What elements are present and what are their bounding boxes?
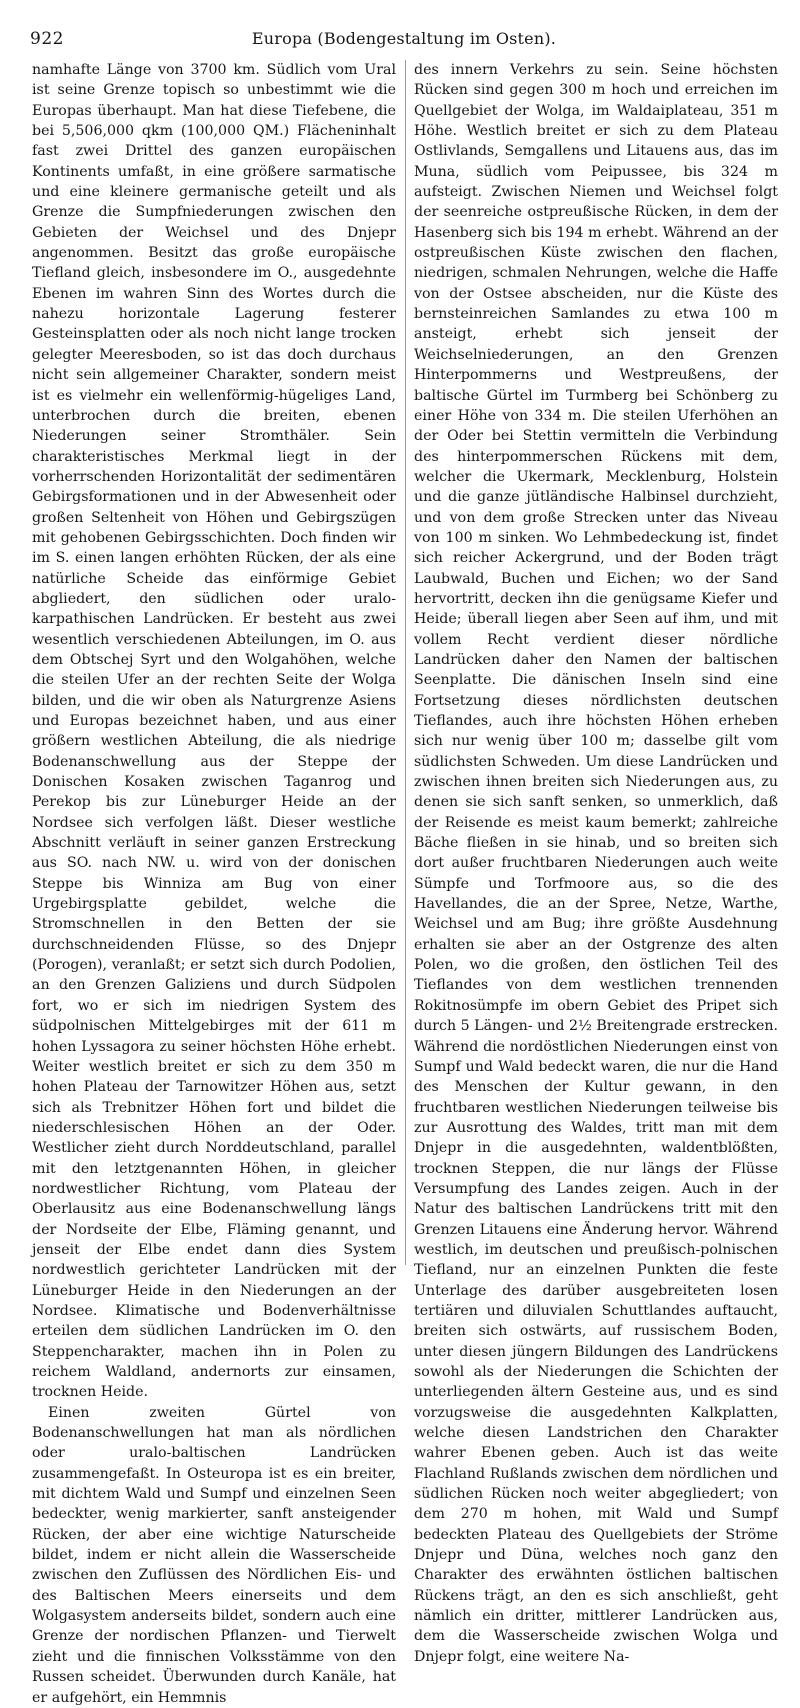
- paragraph: namhafte Länge von 3700 km. Südlich vom Ural ist seine Grenze topisch so unbestimmt wie die Europas überhaupt. Man hat diese Tiefebene, die bei 5,506,000 qkm (100,000 QM.) Flächeninhalt fast zwei Drittel des ganzen europäischen Kontinents umfaßt, in eine größere sarmatische und eine kleinere germanische geteilt und als Grenze die Sumpfniederungen zwischen den Gebieten der Weichsel und des Dnjepr angenommen. Besitzt das große europäische Tiefland gleich, insbesondere im O., ausgedehnte Ebenen im wahren Sinn des Wortes durch die nahezu horizontale Lagerung festerer Gesteinsplatten oder als noch nicht lange trocken gelegter Meeresboden, so ist das doch durchaus nicht sein allgemeiner Charakter, sondern meist ist es vielmehr ein wellenförmig-hügeliges Land, unterbrochen durch die breiten, ebenen Niederungen seiner Stromthäler. Sein charakteristisches Merkmal liegt in der vorherrschenden Horizontalität der sedimentären Gebirgsformationen und in der Abwesenheit oder großen Seltenheit von Höhen und Gebirgszügen mit gehobenen Gebirgsschichten. Doch finden wir im S. einen langen erhöhten Rücken, der als eine natürliche Scheide das einförmige Gebiet abgliedert, den südlichen oder uralo-karpathischen Landrücken. Er besteht aus zwei wesentlich verschiedenen Abteilungen, im O. aus dem Obtschej Syrt und den Wolgahöhen, welche die steilen Ufer an der rechten Seite der Wolga bilden, und die wir oben als Naturgrenze Asiens und Europas bezeichnet haben, und aus einer größern westlichen Abteilung, die als niedrige Bodenanschwellung aus der Steppe der Donischen Kosaken zwischen Taganrog und Perekop bis zur Lüneburger Heide an der Nordsee sich verfolgen läßt. Dieser westliche Abschnitt verläuft in seiner ganzen Erstreckung aus SO. nach NW. u. wird von der donischen Steppe bis Winniza am Bug von einer Urgebirgsplatte gebildet, welche die Stromschnellen in den Betten der sie durchschneidenden Flüsse, so des Dnjepr (Porogen), veranlaßt; er setzt sich durch Podolien, an den Grenzen Galiziens und durch Südpolen fort, wo er sich im niedrigen System des südpolnischen Mittelgebirges mit der 611 m hohen Lyssagora zu seiner höchsten Höhe erhebt. Weiter westlich breitet er sich zu dem 350 m hohen Plateau der Tarnowitzer Höhen aus, setzt sich als Trebnitzer Höhen fort und bildet die niederschlesischen Höhen an der Oder. Westlicher zieht durch Norddeutschland, parallel mit den letztgenannten Höhen, in gleicher nordwestlicher Richtung, vom Plateau der Oberlausitz aus eine Bodenanschwellung längs der Nordseite der Elbe, Fläming genannt, und jenseit der Elbe endet dann dies System nordwestlich gerichteter Landrücken mit der Lüneburger Heide in den Niederungen an der Nordsee. Klimatische und Bodenverhältnisse erteilen dem südlichen Landrücken im O. den Steppencharakter, machen ihn in Polen zu reichem Waldland, andernorts zur einsamen, trocknen Heide.: [32, 62, 396, 1401]
- page-header: [30, 28, 778, 56]
- column-divider: [405, 60, 406, 1265]
- left-text-column: [32, 60, 396, 1706]
- paragraph: Einen zweiten Gürtel von Bodenanschwellungen hat man als nördlichen oder uralo-baltischen Landrücken zusammengefaßt. In Osteuropa ist es ein breiter, mit dichtem Wald und Sumpf und einzelnen Seen bedeckter, wenig markierter, sanft ansteigender Rücken, der aber eine wichtige Naturscheide bildet, indem er nicht allein die Wasserscheide zwischen den Zuflüssen des Nördlichen Eis- und des Baltischen Meers einerseits und dem Wolgasystem anderseits bildet, sondern auch eine Grenze der nordischen Pflanzen- und Tierwelt zieht und die finnischen Volksstämme von den Russen scheidet. Überwunden durch Kanäle, hat er aufgehört, ein Hemmnis: [32, 1404, 396, 1706]
- paragraph: des innern Verkehrs zu sein. Seine höchsten Rücken sind gegen 300 m hoch und erreichen im Quellgebiet der Wolga, im Waldaiplateau, 351 m Höhe. Westlich breitet er sich zu dem Plateau Ostlivlands, Semgallens und Litauens aus, das im Muna, südlich vom Peipussee, bis 324 m aufsteigt. Zwischen Niemen und Weichsel folgt der seenreiche ostpreußische Rücken, in dem der Hasenberg sich bis 194 m erhebt. Während an der ostpreußischen Küste zwischen den flachen, niedrigen, schmalen Nehrungen, welche die Haffe von der Ostsee abscheiden, nur die Küste des bernsteinreichen Samlandes zu etwa 100 m ansteigt, erhebt sich jenseit der Weichselniederungen, an den Grenzen Hinterpommerns und Westpreußens, der baltische Gürtel im Turmberg bei Schönberg zu einer Höhe von 334 m. Die steilen Uferhöhen an der Oder bei Stettin vermitteln die Verbindung des hinterpommerschen Rückens mit dem, welcher die Ukermark, Mecklenburg, Holstein und die ganze jütländische Halbinsel durchzieht, und von dem große Strecken unter das Niveau von 100 m sinken. Wo Lehmbedeckung ist, findet sich reicher Ackergrund, und der Boden trägt Laubwald, Buchen und Eichen; wo der Sand hervortritt, decken ihn die genügsame Kiefer und Heide; überall liegen aber Seen auf ihm, und mit vollem Recht verdient dieser nördliche Landrücken daher den Namen der baltischen Seenplatte. Die dänischen Inseln sind eine Fortsetzung dieses nördlichsten deutschen Tieflandes, auch ihre höchsten Höhen erheben sich nur wenig über 100 m; dasselbe gilt vom südlichsten Schweden. Um diese Landrücken und zwischen ihnen breiten sich Niederungen aus, zu denen sie sich sanft senken, so unmerklich, daß der Reisende es meist kaum bemerkt; zahlreiche Bäche fließen in sie hinab, und so breiten sich dort außer fruchtbaren Niederungen auch weite Sümpfe und Torfmoore aus, so die des Havellandes, die an der Spree, Netze, Warthe, Weichsel und am Bug; ihre größte Ausdehnung erhalten sie aber an der Ostgrenze des alten Polen, wo die großen, den östlichen Teil des Tieflandes von dem westlichen trennenden Rokitnosümpfe im obern Gebiet des Pripet sich durch 5 Längen- und 2½ Breitengrade erstrecken. Während die nordöstlichen Niederungen einst von Sumpf und Wald bedeckt waren, die nur die Hand des Menschen der Kultur gewann, in den fruchtbaren westlichen Niederungen teilweise bis zur Ausrottung des Waldes, tritt man mit dem Dnjepr in die ausgedehnten, waldentblößten, trocknen Steppen, die nur längs der Flüsse Versumpfung des Landes zeigen. Auch in der Natur des baltischen Landrückens tritt mit den Grenzen Litauens eine Änderung hervor. Während westlich, im deutschen und preußisch-polnischen Tiefland, nur an einzelnen Punkten die feste Unterlage des darüber ausgebreiteten losen tertiären und diluvialen Schuttlandes auftaucht, breiten sich ostwärts, auf russischem Boden, unter diesen jüngern Bildungen des Landrückens sowohl als der Niederungen die Schichten der unterliegenden ältern Gesteine aus, und es sind vorzugsweise die ausgedehnten Kalkplatten, welche diesen Landstrichen den Charakter wahrer Ebenen geben. Auch ist das weite Flachland Rußlands zwischen dem nördlichen und südlichen Rücken noch weiter abgegliedert; von dem 270 m hohen, mit Wald und Sumpf bedeckten Plateau des Quellgebiets der Ströme Dnjepr und Düna, welches noch ganz den Charakter des erwähnten östlichen baltischen Rückens trägt, an den es sich anschließt, geht nämlich ein dritter, mittlerer Landrücken aus, dem die Wasserscheide zwischen Wolga und Dnjepr folgt, eine weitere Na-: [414, 62, 778, 1665]
- right-text-column: [414, 60, 778, 1665]
- running-head: Europa (Bodengestaltung im Osten).: [251, 29, 557, 48]
- page-number: 922: [30, 29, 64, 49]
